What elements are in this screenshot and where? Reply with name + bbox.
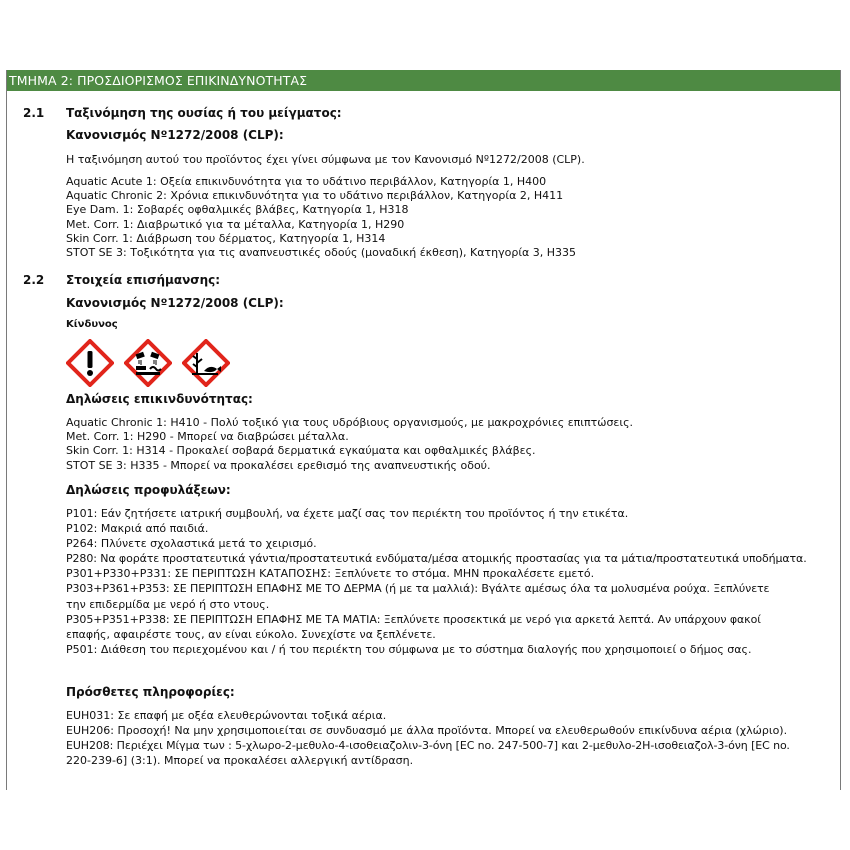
additional-info-line: EUH206: Προσοχή! Να μην χρησιμοποιείται σε συνδυασμό με άλλα προϊόντα. Μπορεί να ελευθερωθούν επικίνδυνα αέρια (χλώριο). xyxy=(66,724,788,738)
classification-item: STOT SE 3: Τοξικότητα για τις αναπνευστικές οδούς (μοναδική έκθεση), Κατηγορία 3, H335 xyxy=(66,246,577,260)
corrosion-icon xyxy=(124,339,172,387)
exclamation-mark-icon xyxy=(66,339,114,387)
additional-info-list xyxy=(66,708,790,768)
precautionary-statements-list xyxy=(66,506,807,657)
precaution-line: P305+P351+P338: ΣΕ ΠΕΡΙΠΤΩΣΗ ΕΠΑΦΗΣ ΜΕ ΤΑ ΜΑΤΙΑ: Ξεπλύνετε προσεκτικά με νερό για αρκετά λεπτά. Αν υπάρχουν φακοί xyxy=(66,612,761,626)
classification-intro: Η ταξινόμηση αυτού του προϊόντος έχει γίνει σύμφωνα με τον Κανονισμό Nº1272/2008 (CLP). xyxy=(66,153,585,166)
hazard-statement: STOT SE 3: H335 - Μπορεί να προκαλέσει ερεθισμό της αναπνευστικής οδού. xyxy=(66,458,491,472)
additional-info-line: EUH031: Σε επαφή με οξέα ελευθερώνονται τοξικά αέρια. xyxy=(66,709,387,722)
hazard-statement: Skin Corr. 1: H314 - Προκαλεί σοβαρά δερματικά εγκαύματα και οφθαλμικές βλάβες. xyxy=(66,444,536,458)
additional-info-line: 220-239-6] (3:1). Μπορεί να προκαλέσει αλλεργική αντίδραση. xyxy=(66,754,414,768)
hazard-statements-heading: Δηλώσεις επικινδυνότητας: xyxy=(66,392,253,406)
classification-list xyxy=(66,175,576,260)
subsection-number-2-1: 2.1 xyxy=(23,106,45,120)
precaution-line: P280: Να φοράτε προστατευτικά γάντια/προστατευτικά ενδύματα/μέσα ατομικής προστασίας για τα μάτια/προστατευτικά υποδήματα. xyxy=(66,552,807,566)
classification-item: Eye Dam. 1: Σοβαρές οφθαλμικές βλάβες, Κατηγορία 1, H318 xyxy=(66,203,409,217)
subsection-heading-2-2: Στοιχεία επισήμανσης: xyxy=(66,273,221,287)
classification-item: Aquatic Acute 1: Οξεία επικινδυνότητα για το υδάτινο περιβάλλον, Κατηγορία 1, H400 xyxy=(66,175,547,188)
classification-item: Aquatic Chronic 2: Χρόνια επικινδυνότητα για το υδάτινο περιβάλλον, Κατηγορία 2, H411 xyxy=(66,189,564,203)
precaution-line: P102: Μακριά από παιδιά. xyxy=(66,522,209,536)
signal-word: Κίνδυνος xyxy=(66,319,118,330)
sds-page xyxy=(6,70,841,790)
additional-info-heading: Πρόσθετες πληροφορίες: xyxy=(66,685,235,699)
precaution-line: επαφής, αφαιρέστε τους, αν είναι εύκολο. Συνεχίστε να ξεπλένετε. xyxy=(66,627,436,641)
regulation-heading-2-1: Κανονισμός Nº1272/2008 (CLP): xyxy=(66,128,284,142)
hazard-statement: Aquatic Chronic 1: H410 - Πολύ τοξικό για τους υδρόβιους οργανισμούς, με μακροχρόνιες επιπτώσεις. xyxy=(66,416,634,429)
precaution-line: την επιδερμίδα με νερό ή στο ντους. xyxy=(66,597,270,611)
subsection-heading-2-1: Ταξινόμηση της ουσίας ή του μείγματος: xyxy=(66,106,342,120)
environment-icon xyxy=(182,339,230,387)
classification-item: Skin Corr. 1: Διάβρωση του δέρματος, Κατηγορία 1, H314 xyxy=(66,231,386,245)
hazard-statement: Met. Corr. 1: H290 - Μπορεί να διαβρώσει μέταλλα. xyxy=(66,430,349,444)
subsection-number-2-2: 2.2 xyxy=(23,273,45,287)
precaution-line: P301+P330+P331: ΣΕ ΠΕΡΙΠΤΩΣΗ ΚΑΤΑΠΟΣΗΣ: Ξεπλύνετε το στόμα. ΜΗΝ προκαλέσετε εμετό. xyxy=(66,567,595,581)
precaution-line: P101: Εάν ζητήσετε ιατρική συμβουλή, να έχετε μαζί σας τον περιέκτη του προϊόντος ή την ετικέτα. xyxy=(66,507,629,520)
additional-info-line: EUH208: Περιέχει Μίγμα των : 5-χλωρο-2-μεθυλο-4-ισοθειαζολιν-3-όνη [EC no. 247-500-7] και 2-μεθυλο-2H-ισοθειαζολ-3-όνη [EC no. xyxy=(66,739,790,753)
section-header: ΤΜΗΜΑ 2: ΠΡΟΣΔΙΟΡΙΣΜΟΣ ΕΠΙΚΙΝΔΥΝΟΤΗΤΑΣ xyxy=(7,70,840,91)
precaution-line: P303+P361+P353: ΣΕ ΠΕΡΙΠΤΩΣΗ ΕΠΑΦΗΣ ΜΕ ΤΟ ΔΕΡΜΑ (ή με τα μαλλιά): Βγάλτε αμέσως όλα τα μολυσμένα ρούχα. Ξεπλύνετε xyxy=(66,582,770,596)
ghs-pictograms xyxy=(66,339,230,387)
regulation-heading-2-2: Κανονισμός Nº1272/2008 (CLP): xyxy=(66,296,284,310)
precaution-line: P264: Πλύνετε σχολαστικά μετά το χειρισμό. xyxy=(66,537,317,551)
hazard-statements-list xyxy=(66,416,633,473)
precaution-line: P501: Διάθεση του περιεχομένου και / ή του περιέκτη του σύμφωνα με το σύστημα διαλογής που χρησιμοποιεί ο δήμος σας. xyxy=(66,642,752,656)
precautionary-statements-heading: Δηλώσεις προφυλάξεων: xyxy=(66,483,231,497)
classification-item: Met. Corr. 1: Διαβρωτικό για τα μέταλλα, Κατηγορία 1, H290 xyxy=(66,217,405,231)
